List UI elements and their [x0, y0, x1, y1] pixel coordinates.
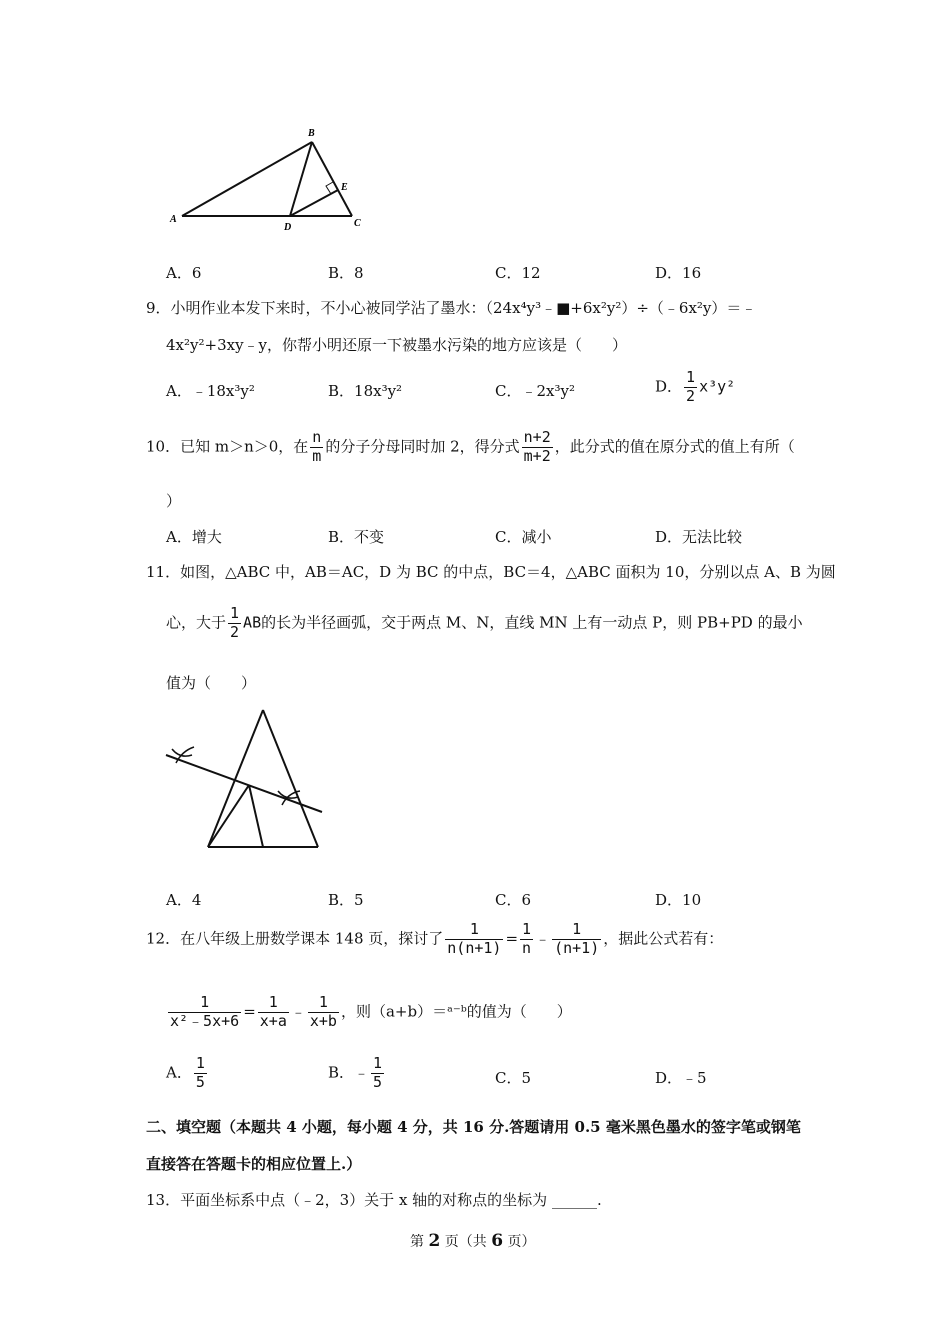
q8-option-d: D．16	[655, 264, 702, 282]
q9-option-d-fraction: $\frac{1}{2}$	[686, 368, 696, 405]
q12-option-b: B．﹣ $\frac{1}{5}$	[328, 1054, 383, 1091]
q9-option-c: C．﹣2x³y²	[495, 382, 575, 400]
q8-option-b: B．8	[328, 264, 364, 282]
q12-option-c: C．5	[495, 1069, 532, 1087]
q9-line2: 4x²y²+3xy﹣y，你帮小明还原一下被墨水污染的地方应该是（ ）	[166, 336, 628, 354]
section2-heading-line2: 直接答在答题卡的相应位置上.）	[146, 1155, 362, 1173]
q12-line1: 12．在八年级上册数学课本 148 页，探讨了 $\frac{1}{n(n+1)}$ = $\frac{1}{n}$ ﹣ $\frac{1}{(n+1)}$ ，据此公式若有：	[146, 920, 724, 957]
q12-fraction-1-over-n: $\frac{1}{n}$	[522, 920, 532, 957]
q12-fraction-x-plus-a: $\frac{1}{x+a}$	[259, 993, 287, 1030]
q11-line2: 心，大于 $\frac{1}{2}$ AB的长为半径画弧，交于两点 M、N，直线 MN 上有一动点 P，则 PB+PD 的最小	[166, 604, 803, 641]
q10-fraction-n-m: $\frac{n}{m}$	[312, 428, 322, 465]
q10-option-c: C．减小	[495, 528, 552, 546]
q10-line1: 10．已知 m＞n＞0，在 $\frac{n}{m}$ 的分子分母同时加 2，得分式 $\frac{n+2}{m+2}$ ，此分式的值在原分式的值上有所（	[146, 428, 795, 465]
q11-option-c: C．6	[495, 891, 532, 909]
q13-text: 13．平面坐标系中点（﹣2，3）关于 x 轴的对称点的坐标为 ______.	[146, 1191, 602, 1209]
q9-option-b: B．18x³y²	[328, 382, 403, 400]
triangle-figure-q11	[160, 705, 330, 853]
q9-option-d-term: x³y²	[699, 377, 736, 396]
q9-option-a: A．﹣18x³y²	[166, 382, 255, 400]
q10-option-b: B．不变	[328, 528, 385, 546]
label-D: D	[284, 222, 292, 233]
q8-option-a: A．6	[166, 264, 202, 282]
q9-line1: 9．小明作业本发下来时，不小心被同学沾了墨水：（24x⁴y³﹣■+6x²y²）÷（﹣6x²y）＝﹣	[146, 299, 757, 317]
q10-fraction-n2-m2: $\frac{n+2}{m+2}$	[523, 428, 551, 465]
q12-option-a: A． $\frac{1}{5}$	[166, 1054, 205, 1091]
page-number: 2	[428, 1231, 441, 1251]
q12-fraction-x-plus-b: $\frac{1}{x+b}$	[309, 993, 337, 1030]
label-C: C	[354, 218, 361, 229]
q10-option-a: A．增大	[166, 528, 222, 546]
q11-option-d: D．10	[655, 891, 702, 909]
q11-option-a: A．4	[166, 891, 202, 909]
label-A: A	[170, 214, 177, 225]
q12-fraction-1-over-n-n1: $\frac{1}{n(n+1)}$	[447, 920, 502, 957]
q11-fraction-half: $\frac{1}{2}$	[230, 604, 240, 641]
q10-option-d: D．无法比较	[655, 528, 743, 546]
q9-option-d-prefix: D．	[655, 377, 683, 396]
q12-fraction-1-over-n1: $\frac{1}{(n+1)}$	[554, 920, 600, 957]
label-B: B	[308, 128, 315, 139]
q12-line2: $\frac{1}{\text{x²﹣5x+6}}$ = $\frac{1}{x+a}$ ﹣ $\frac{1}{x+b}$ ，则（a+b）＝ᵃ⁻ᵇ的值为（ ）	[170, 993, 572, 1030]
page-footer: 第 2 页（共 6 页）	[410, 1231, 536, 1251]
q11-line3: 值为（ ）	[166, 674, 257, 692]
q12-fraction-quadratic: $\frac{1}{\text{x²﹣5x+6}}$	[170, 993, 240, 1030]
q11-option-b: B．5	[328, 891, 364, 909]
total-pages: 6	[491, 1231, 504, 1251]
q11-line1: 11．如图，△ABC 中，AB＝AC，D 为 BC 的中点，BC＝4，△ABC 面积为 10，分别以点 A、B 为圆	[146, 563, 836, 581]
q9-option-d	[655, 370, 735, 405]
label-E: E	[341, 182, 348, 193]
q10-line2: ）	[166, 492, 182, 510]
triangle-figure-q8	[160, 120, 380, 240]
q12-option-d: D．﹣5	[655, 1069, 707, 1087]
q8-option-c: C．12	[495, 264, 541, 282]
section2-heading-line1: 二、填空题（本题共 4 小题，每小题 4 分，共 16 分.答题请用 0.5 毫米黑色墨水的签字笔或钢笔	[146, 1118, 801, 1136]
